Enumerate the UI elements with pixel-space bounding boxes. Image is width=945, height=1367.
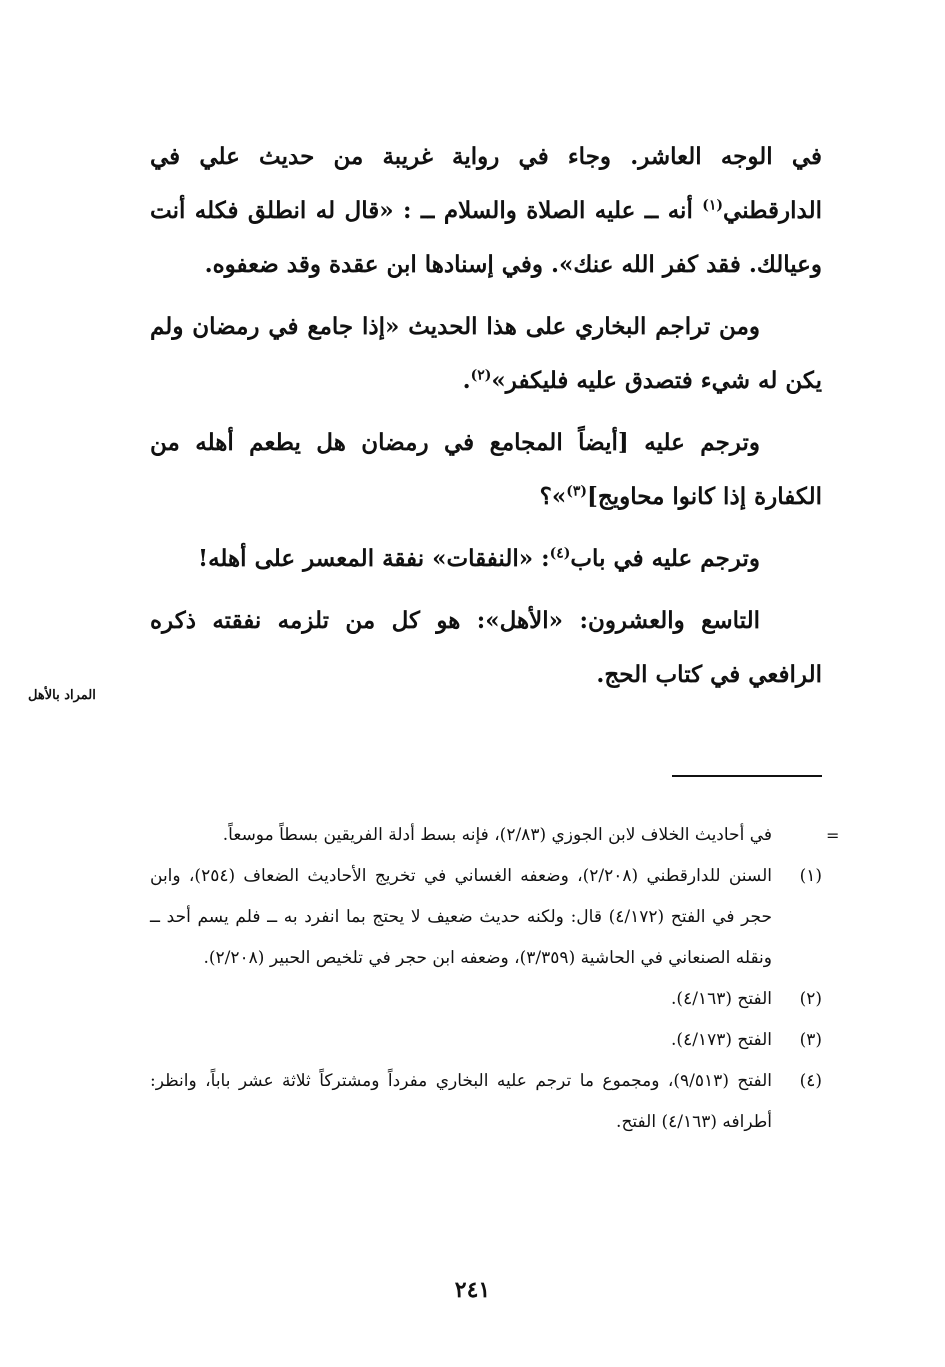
footnote-number: (٢) xyxy=(799,989,822,1009)
paragraph-5: التاسع والعشرون: «الأهل»: هو كل من تلزمه نفقته ذكره الرافعي في كتاب الحج. xyxy=(150,607,822,688)
footnote-text: السنن للدارقطني (٢/٢٠٨)، وضعفه الغساني في تخريج الأحاديث الضعاف (٢٥٤)، وابن حجر في الفتح (٤/١٧٢) قال: ولكنه حديث ضعيف لا يحتج بما انفرد به ــ فلم يسم أحد ــ ونقله الصنعاني في الحاشية (٣/٣٥٩)، وضعفه ابن حجر في تلخيص الحبير (٢/٢٠٨). xyxy=(150,866,772,968)
footnote-text: الفتح (٩/٥١٣)، ومجموع ما ترجم عليه البخاري مفرداً ومشتركاً ثلاثة عشر باباً، وانظر: أطرافه (٤/١٦٣) الفتح. xyxy=(150,1071,772,1132)
footnote-ref-4[interactable]: (٤) xyxy=(549,545,571,562)
footnote-text: الفتح (٤/١٦٣). xyxy=(671,989,772,1009)
footnote-3 xyxy=(150,1020,822,1061)
section-lead: التاسع والعشرون xyxy=(587,607,760,634)
footnote-number: (١) xyxy=(799,866,822,886)
page-number: ٢٤١ xyxy=(454,1277,491,1303)
footnote-continuation: في أحاديث الخلاف لابن الجوزي (٢/٨٣)، فإنه بسط أدلة الفريقين بسطاً موسعاً. xyxy=(222,825,772,845)
main-text xyxy=(150,130,822,710)
paragraph-2: ومن تراجم البخاري على هذا الحديث «إذا جامع في رمضان ولم يكن له شيء فتصدق عليه فليكفر»$^{(٢)}$. xyxy=(150,313,822,394)
footnote-number: (٤) xyxy=(799,1071,822,1091)
footnote-ref-2[interactable]: (٢) xyxy=(470,367,492,384)
footnote-ref-1[interactable]: (١) xyxy=(702,197,724,214)
footnote-number: (٣) xyxy=(799,1030,822,1050)
paragraph-3: وترجم عليه [أيضاً المجامع في رمضان هل يطعم أهله من الكفارة إذا كانوا محاويج]$^{(٣)}$»؟ xyxy=(150,429,822,510)
footnote-2 xyxy=(150,979,822,1020)
paragraph-1: في الوجه العاشر. وجاء في رواية غريبة من حديث علي في الدارقطني$^{(١)}$ أنه ــ عليه الصلاة والسلام ــ : «قال له انطلق فكله أنت وعيالك. فقد كفر الله عنك». وفي إسنادها ابن عقدة وقد ضعفوه. xyxy=(150,143,822,278)
footnote-separator xyxy=(672,775,822,777)
footnote-4 xyxy=(150,1061,822,1143)
footnote-ref-3[interactable]: (٣) xyxy=(566,483,587,500)
footnotes xyxy=(150,815,822,1143)
footnote-1 xyxy=(150,856,822,979)
footnote-text: الفتح (٤/١٧٣). xyxy=(671,1030,772,1050)
paragraph-4: وترجم عليه في باب$^{(٤)}$: «النفقات» نفقة المعسر على أهله! xyxy=(198,545,760,572)
continuation-mark: = xyxy=(826,826,840,845)
margin-note: المراد بالأهل xyxy=(28,688,96,703)
